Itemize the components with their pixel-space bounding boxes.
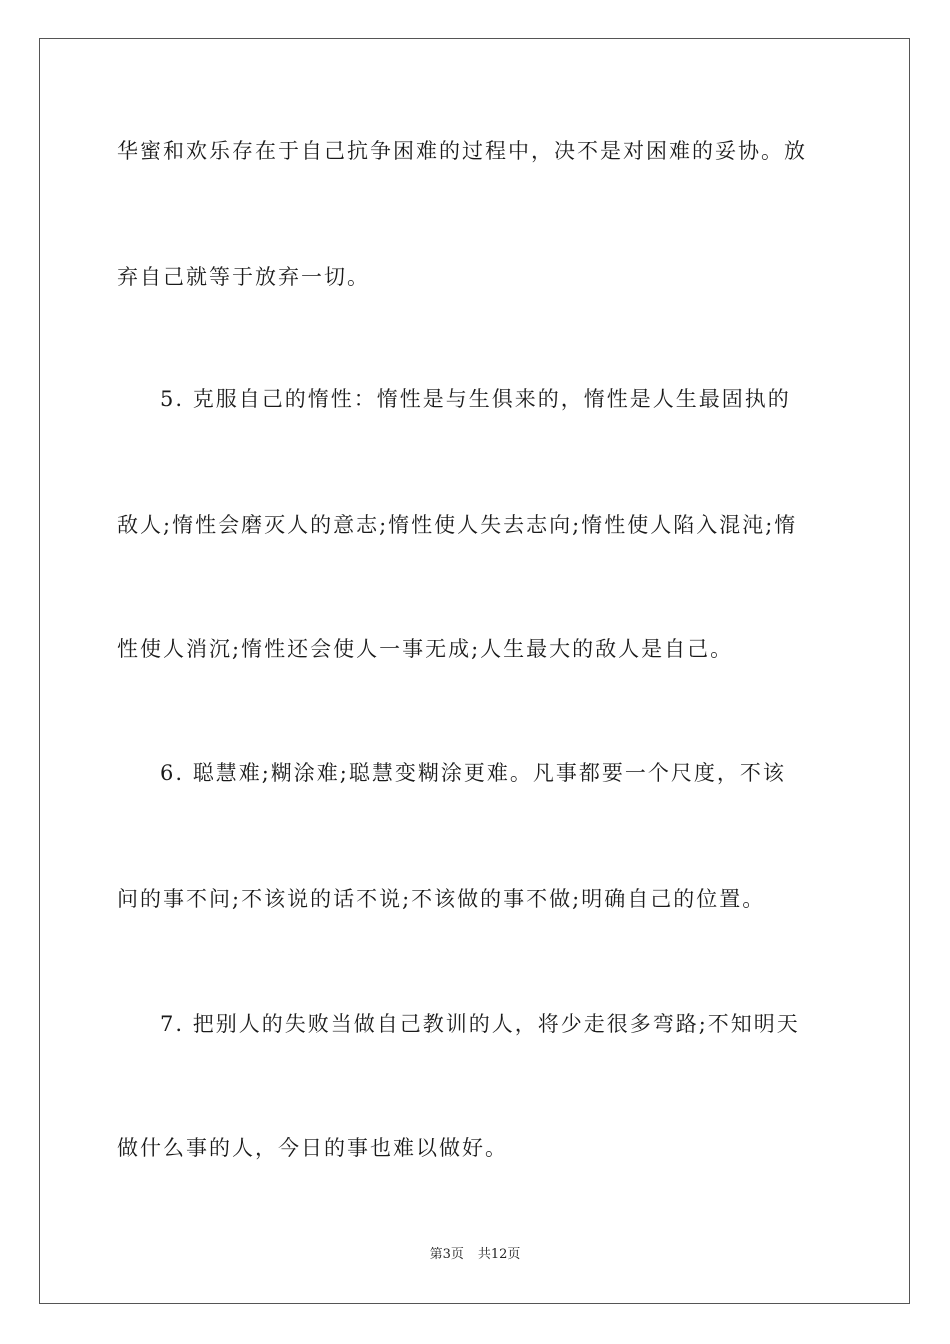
text-line-1: 华蜜和欢乐存在于自己抗争困难的过程中，决不是对困难的妥协。放 [117,139,807,163]
page-footer [0,1246,950,1264]
text-line-3: 5. 克服自己的惰性：惰性是与生俱来的，惰性是人生最固执的 [160,387,791,411]
text-line-4: 敌人;惰性会磨灭人的意志;惰性使人失去志向;惰性使人陷入混沌;惰 [117,513,798,537]
page-border [39,38,910,1304]
text-line-5: 性使人消沉;惰性还会使人一事无成;人生最大的敌人是自己。 [117,637,734,661]
text-line-6: 6. 聪慧难;糊涂难;聪慧变糊涂更难。凡事都要一个尺度，不该 [160,761,786,785]
page-total: 共12页 [477,1247,521,1262]
text-line-2: 弃自己就等于放弃一切。 [117,265,370,289]
text-line-8: 7. 把别人的失败当做自己教训的人，将少走很多弯路;不知明天 [160,1012,800,1036]
text-line-9: 做什么事的人，今日的事也难以做好。 [117,1136,508,1160]
text-line-7: 问的事不问;不该说的话不说;不该做的事不做;明确自己的位置。 [117,887,766,911]
page-number: 第3页 [429,1247,464,1262]
